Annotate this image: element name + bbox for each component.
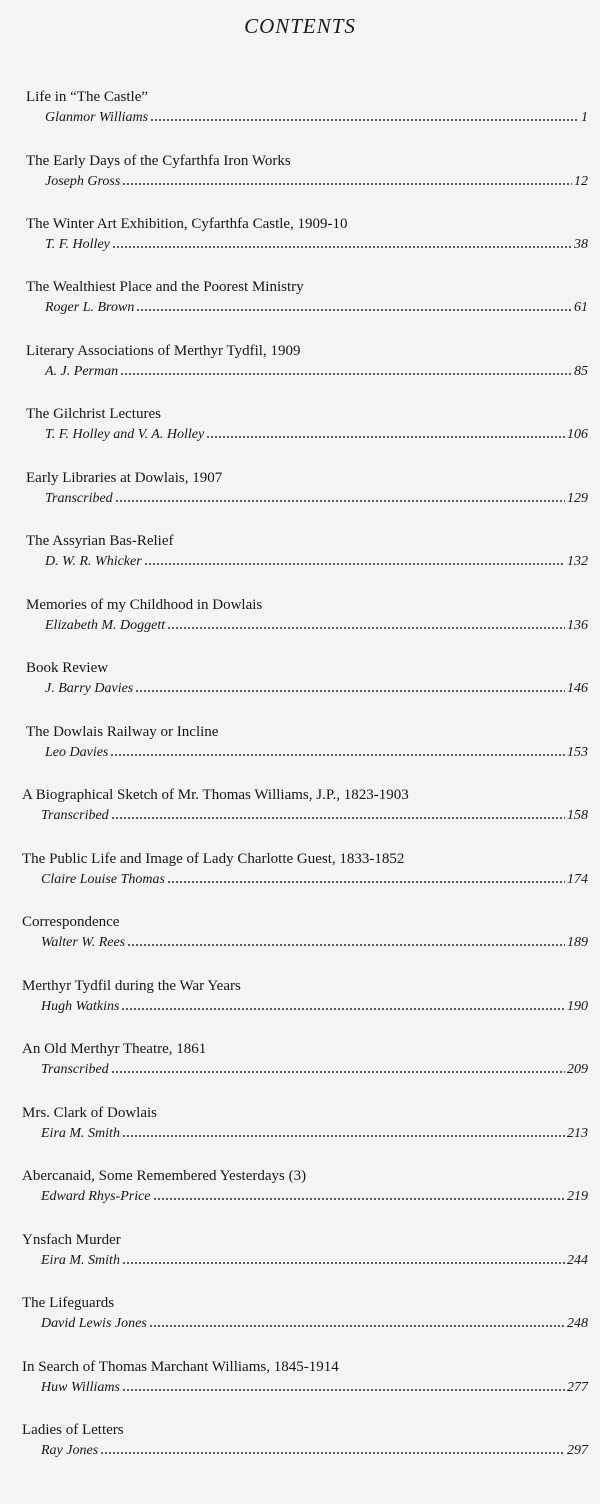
entry-page-number: 146 xyxy=(567,681,588,696)
entry-author: J. Barry Davies xyxy=(45,681,134,696)
dot-leader xyxy=(122,1134,565,1138)
entry-page-number: 219 xyxy=(567,1189,588,1204)
entry-page-number: 132 xyxy=(567,554,588,569)
entry-page-number: 297 xyxy=(567,1443,588,1458)
entry-title: The Wealthiest Place and the Poorest Ministry xyxy=(26,279,304,295)
entry-page-number: 136 xyxy=(567,618,588,633)
entry-page-number: 61 xyxy=(574,300,588,315)
dot-leader xyxy=(100,1451,565,1455)
entry-title: Memories of my Childhood in Dowlais xyxy=(26,597,263,613)
entry-author: Edward Rhys-Price xyxy=(41,1189,151,1204)
dot-leader xyxy=(112,245,572,249)
entry-author: D. W. R. Whicker xyxy=(45,554,142,569)
entry-author: Joseph Gross xyxy=(45,174,121,189)
entry-title: The Dowlais Railway or Incline xyxy=(26,724,219,740)
entry-author: Transcribed xyxy=(41,808,109,823)
entry-title: The Lifeguards xyxy=(22,1295,115,1311)
entry-author-line xyxy=(22,1061,588,1078)
entry-page-number: 106 xyxy=(567,427,588,442)
entry-page-number: 153 xyxy=(567,745,588,760)
toc-entry xyxy=(22,1104,588,1142)
entry-page-number: 38 xyxy=(574,237,588,252)
toc-entry xyxy=(26,215,588,253)
entry-page-number: 129 xyxy=(567,491,588,506)
entry-page-number: 248 xyxy=(567,1316,588,1331)
dot-leader xyxy=(121,1007,565,1011)
dot-leader xyxy=(153,1197,565,1201)
toc-entry xyxy=(22,977,588,1015)
entry-author-line xyxy=(22,1252,588,1269)
entry-page-number: 277 xyxy=(567,1380,588,1395)
dot-leader xyxy=(144,562,565,566)
toc-entry xyxy=(26,405,588,443)
entry-author-line xyxy=(22,1188,588,1205)
entry-author: Ray Jones xyxy=(41,1443,99,1458)
entry-page-number: 213 xyxy=(567,1126,588,1141)
toc-entry xyxy=(22,850,588,888)
entry-title: The Assyrian Bas-Relief xyxy=(26,533,174,549)
entry-author: Eira M. Smith xyxy=(41,1253,120,1268)
toc-entry xyxy=(22,1231,588,1269)
entry-author-line xyxy=(26,109,588,126)
toc-entry xyxy=(22,1358,588,1396)
entry-author: Claire Louise Thomas xyxy=(41,872,165,887)
toc-entry xyxy=(22,913,588,951)
entry-author-line xyxy=(22,871,588,888)
entry-author-line xyxy=(22,998,588,1015)
toc-entry xyxy=(26,278,588,316)
entry-author-line xyxy=(26,236,588,253)
entry-author: Walter W. Rees xyxy=(41,935,126,950)
entry-title: Mrs. Clark of Dowlais xyxy=(22,1105,157,1121)
toc-entry xyxy=(26,88,588,126)
dot-leader xyxy=(136,308,572,312)
toc-entry xyxy=(26,532,588,570)
entry-author-line xyxy=(22,1315,588,1332)
entry-title: Ladies of Letters xyxy=(22,1422,124,1438)
entry-title: The Winter Art Exhibition, Cyfarthfa Castle, 1909-10 xyxy=(26,216,348,232)
entry-title: Literary Associations of Merthyr Tydfil, 1909 xyxy=(26,343,301,359)
dot-leader xyxy=(127,943,565,947)
entry-author-line xyxy=(22,1379,588,1396)
entry-title: In Search of Thomas Marchant Williams, 1845-1914 xyxy=(22,1359,339,1375)
entry-title: The Public Life and Image of Lady Charlotte Guest, 1833-1852 xyxy=(22,851,405,867)
dot-leader xyxy=(122,1388,565,1392)
entry-author-line xyxy=(26,490,588,507)
entry-title: Ynsfach Murder xyxy=(22,1232,121,1248)
entry-title: Merthyr Tydfil during the War Years xyxy=(22,978,241,994)
entry-author: Transcribed xyxy=(45,491,113,506)
toc-entry xyxy=(22,1294,588,1332)
entry-author: Eira M. Smith xyxy=(41,1126,120,1141)
entry-page-number: 244 xyxy=(567,1253,588,1268)
dot-leader xyxy=(111,816,565,820)
entry-author-line xyxy=(22,934,588,951)
entry-title: Book Review xyxy=(26,660,109,676)
entry-author-line xyxy=(26,617,588,634)
dot-leader xyxy=(110,753,565,757)
entry-page-number: 174 xyxy=(567,872,588,887)
dot-leader xyxy=(115,499,565,503)
entry-author-line xyxy=(26,299,588,316)
entry-title: A Biographical Sketch of Mr. Thomas Williams, J.P., 1823-1903 xyxy=(22,787,409,803)
entry-page-number: 189 xyxy=(567,935,588,950)
entry-title: The Gilchrist Lectures xyxy=(26,406,161,422)
entry-author-line xyxy=(26,553,588,570)
dot-leader xyxy=(150,118,579,122)
entry-page-number: 190 xyxy=(567,999,588,1014)
entry-author: Glanmor Williams xyxy=(45,110,149,125)
entry-page-number: 1 xyxy=(581,110,588,125)
entry-author: Elizabeth M. Doggett xyxy=(45,618,166,633)
entry-author-line xyxy=(22,807,588,824)
entry-author: Transcribed xyxy=(41,1062,109,1077)
entry-author-line xyxy=(26,680,588,697)
entry-author: Hugh Watkins xyxy=(41,999,120,1014)
entry-title: Correspondence xyxy=(22,914,120,930)
entry-page-number: 209 xyxy=(567,1062,588,1077)
entry-author-line xyxy=(26,426,588,443)
dot-leader xyxy=(167,626,565,630)
dot-leader xyxy=(167,880,565,884)
entry-author: Roger L. Brown xyxy=(45,300,135,315)
toc-entry xyxy=(22,1167,588,1205)
entry-author-line xyxy=(26,363,588,380)
page-title: CONTENTS xyxy=(244,14,356,38)
toc-entry xyxy=(22,1421,588,1459)
entry-author-line xyxy=(22,1125,588,1142)
entry-page-number: 158 xyxy=(567,808,588,823)
entry-author: T. F. Holley and V. A. Holley xyxy=(45,427,205,442)
dot-leader xyxy=(122,182,572,186)
toc-entry xyxy=(26,659,588,697)
dot-leader xyxy=(206,435,565,439)
toc-entry xyxy=(26,723,588,761)
entry-author: Huw Williams xyxy=(41,1380,120,1395)
toc-entry xyxy=(22,786,588,824)
dot-leader xyxy=(122,1261,565,1265)
entry-author: Leo Davies xyxy=(45,745,109,760)
entry-author-line xyxy=(22,1442,588,1459)
entry-title: Early Libraries at Dowlais, 1907 xyxy=(26,470,223,486)
dot-leader xyxy=(120,372,572,376)
entry-author: David Lewis Jones xyxy=(41,1316,147,1331)
toc-entry xyxy=(26,342,588,380)
dot-leader xyxy=(149,1324,565,1328)
dot-leader xyxy=(111,1070,565,1074)
entry-author-line xyxy=(26,744,588,761)
entry-page-number: 85 xyxy=(574,364,588,379)
toc-entry xyxy=(26,152,588,190)
toc-entry xyxy=(22,1040,588,1078)
toc-entry xyxy=(26,596,588,634)
dot-leader xyxy=(135,689,565,693)
entry-title: An Old Merthyr Theatre, 1861 xyxy=(22,1041,207,1057)
entry-title: The Early Days of the Cyfarthfa Iron Works xyxy=(26,153,291,169)
toc-entry xyxy=(26,469,588,507)
entry-author: T. F. Holley xyxy=(45,237,110,252)
entry-page-number: 12 xyxy=(574,174,588,189)
entry-author-line xyxy=(26,173,588,190)
entry-author: A. J. Perman xyxy=(45,364,119,379)
entry-title: Life in “The Castle” xyxy=(26,89,149,105)
entry-title: Abercanaid, Some Remembered Yesterdays (3) xyxy=(22,1168,307,1184)
